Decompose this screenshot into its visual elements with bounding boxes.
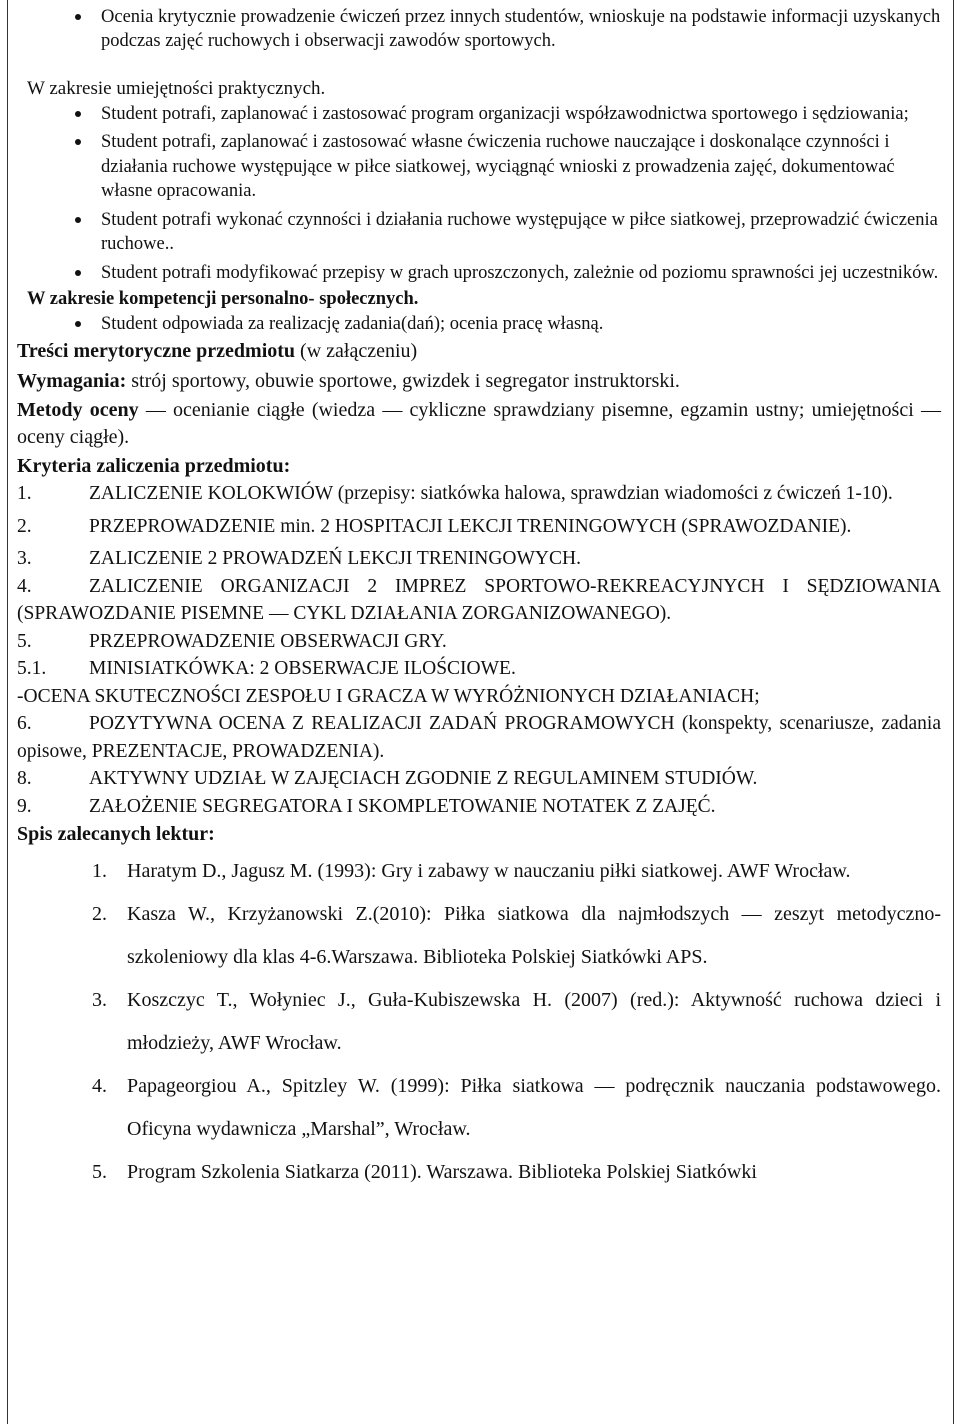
assessment-label: Metody oceny	[17, 399, 139, 421]
reading-item	[17, 979, 941, 1065]
assessment-text: — ocenianie ciągłe (wiedza — cykliczne sprawdziany pisemne, egzamin ustny; umiejętności — oceny ciągłe).	[17, 399, 941, 448]
readings-list	[17, 850, 941, 1194]
bullet-icon	[75, 139, 81, 145]
criteria-item	[17, 545, 941, 573]
reading-text: Program Szkolenia Siatkarza (2011). Warszawa. Biblioteka Polskiej Siatkówki	[127, 1161, 757, 1183]
criteria-item	[17, 628, 941, 656]
criteria-number: 6.	[17, 713, 32, 734]
readings-heading: Spis zalecanych lektur:	[17, 823, 215, 845]
criteria-item	[17, 793, 941, 821]
criteria-text: -OCENA SKUTECZNOŚCI ZESPOŁU I GRACZA W WYRÓŻNIONYCH DZIAŁANIACH;	[17, 685, 760, 707]
criteria-text: ZALICZENIE 2 PROWADZEŃ LEKCJI TRENINGOWYCH.	[89, 548, 581, 569]
reading-item	[17, 1065, 941, 1151]
skills-heading: W zakresie umiejętności praktycznych.	[27, 78, 326, 99]
reading-number: 5.	[92, 1161, 107, 1183]
criteria-text: PRZEPROWADZENIE min. 2 HOSPITACJI LEKCJI TRENINGOWYCH (SPRAWOZDANIE).	[89, 515, 852, 537]
bullet-text: Student potrafi, zaplanować i zastosować własne ćwiczenia ruchowe nauczające i doskonalące czynności i działania ruchowe występujące w piłce siatkowej, wyciągnąć wnioski z prowadzenia zajęć, dokumentować własne opracowania.	[101, 132, 895, 201]
criteria-item	[17, 573, 941, 628]
bullet-icon	[75, 111, 81, 117]
reading-number: 1.	[92, 860, 107, 882]
reading-item	[17, 850, 941, 893]
bullet-text: Student potrafi, zaplanować i zastosować program organizacji współzawodnictwa sportowego i sędziowania;	[101, 103, 909, 124]
reading-item	[17, 1151, 941, 1194]
criteria-number: 9.	[17, 795, 32, 817]
criteria-text: MINISIATKÓWKA: 2 OBSERWACJE ILOŚCIOWE.	[89, 658, 516, 679]
skills-bullet	[17, 208, 941, 257]
bullet-text: Ocenia krytycznie prowadzenie ćwiczeń przez innych studentów, wnioskuje na podstawie informacji uzyskanych podczas zajęć ruchowych i obserwacji zawodów sportowych.	[101, 7, 941, 51]
social-bullet	[17, 312, 941, 337]
reading-text: Koszczyc T., Wołyniec J., Guła-Kubiszewska H. (2007) (red.): Aktywność ruchowa dzieci i młodzieży, AWF Wrocław.	[127, 989, 941, 1054]
document-content	[17, 3, 941, 1194]
content-line	[17, 338, 941, 365]
bullet-icon	[75, 321, 81, 327]
criteria-item	[17, 710, 941, 765]
criteria-number: 4.	[17, 575, 32, 597]
bullet-icon	[75, 14, 81, 20]
criteria-number: 8.	[17, 768, 32, 789]
skills-bullet	[17, 102, 941, 127]
criteria-text: ZALICZENIE ORGANIZACJI 2 IMPREZ SPORTOWO-REKREACYJNYCH I SĘDZIOWANIA (SPRAWOZDANIE PISEMNE — CYKL DZIAŁANIA ZORGANIZOWANEGO).	[17, 575, 941, 624]
reading-text: Papageorgiou A., Spitzley W. (1999): Piłka siatkowa — podręcznik nauczania podstawowego. Oficyna wydawnicza „Marshal”, Wrocław.	[127, 1075, 941, 1140]
bullet-icon	[75, 217, 81, 223]
skills-bullet	[17, 261, 941, 286]
bullet-text: Student potrafi modyfikować przepisy w grach uproszczonych, zależnie od poziomu sprawności jej uczestników.	[101, 262, 939, 283]
criteria-text: PRZEPROWADZENIE OBSERWACJI GRY.	[89, 630, 447, 652]
reading-number: 2.	[92, 903, 107, 925]
criteria-text: ZALICZENIE KOLOKWIÓW (przepisy: siatkówka halowa, sprawdzian wiadomości z ćwiczeń 1-10).	[89, 483, 893, 504]
criteria-list	[17, 480, 941, 820]
criteria-item	[17, 683, 941, 711]
social-heading: W zakresie kompetencji personalno- społecznych.	[27, 289, 419, 309]
requirements-text: strój sportowy, obuwie sportowe, gwizdek i segregator instruktorski.	[126, 369, 680, 392]
bullet-text: Student potrafi wykonać czynności i działania ruchowe występujące w piłce siatkowej, przeprowadzić ćwiczenia ruchowe..	[101, 209, 938, 254]
assessment-line	[17, 397, 941, 450]
criteria-number: 3.	[17, 548, 32, 569]
criteria-number: 5.	[17, 630, 32, 652]
bullet-icon	[75, 270, 81, 276]
criteria-text: ZAŁOŻENIE SEGREGATORA I SKOMPLETOWANIE NOTATEK Z ZAJĘĆ.	[89, 795, 716, 817]
criteria-text: POZYTYWNA OCENA Z REALIZACJI ZADAŃ PROGRAMOWYCH (konspekty, scenariusze, zadania opisowe, PREZENTACJE, PROWADZENIA).	[17, 713, 941, 762]
reading-item	[17, 893, 941, 979]
criteria-item	[17, 765, 941, 793]
reading-text: Haratym D., Jagusz M. (1993): Gry i zabawy w nauczaniu piłki siatkowej. AWF Wrocław.	[127, 860, 851, 882]
criteria-number: 1.	[17, 483, 32, 504]
outcome-bullet	[17, 5, 941, 53]
criteria-item	[17, 480, 941, 508]
reading-text: Kasza W., Krzyżanowski Z.(2010): Piłka siatkowa dla najmłodszych — zeszyt metodyczno- szkoleniowy dla klas 4-6.Warszawa. Biblioteka Polskiej Siatkówki APS.	[127, 903, 941, 968]
criteria-item	[17, 655, 941, 683]
reading-number: 3.	[92, 989, 107, 1011]
criteria-heading: Kryteria zaliczenia przedmiotu:	[17, 455, 291, 477]
skills-bullet	[17, 130, 941, 204]
content-label: Treści merytoryczne przedmiotu	[17, 340, 296, 362]
bullet-text: Student odpowiada za realizację zadania(dań); ocenia pracę własną.	[101, 313, 604, 334]
document-page	[7, 0, 954, 1424]
criteria-text: AKTYWNY UDZIAŁ W ZAJĘCIACH ZGODNIE Z REGULAMINEM STUDIÓW.	[89, 768, 758, 789]
content-text: (w załączeniu)	[295, 340, 418, 362]
requirements-line	[17, 368, 941, 395]
requirements-label: Wymagania:	[17, 369, 127, 392]
criteria-number: 2.	[17, 515, 32, 537]
criteria-number: 5.1.	[17, 658, 47, 679]
criteria-item	[17, 513, 941, 541]
reading-number: 4.	[92, 1075, 107, 1097]
